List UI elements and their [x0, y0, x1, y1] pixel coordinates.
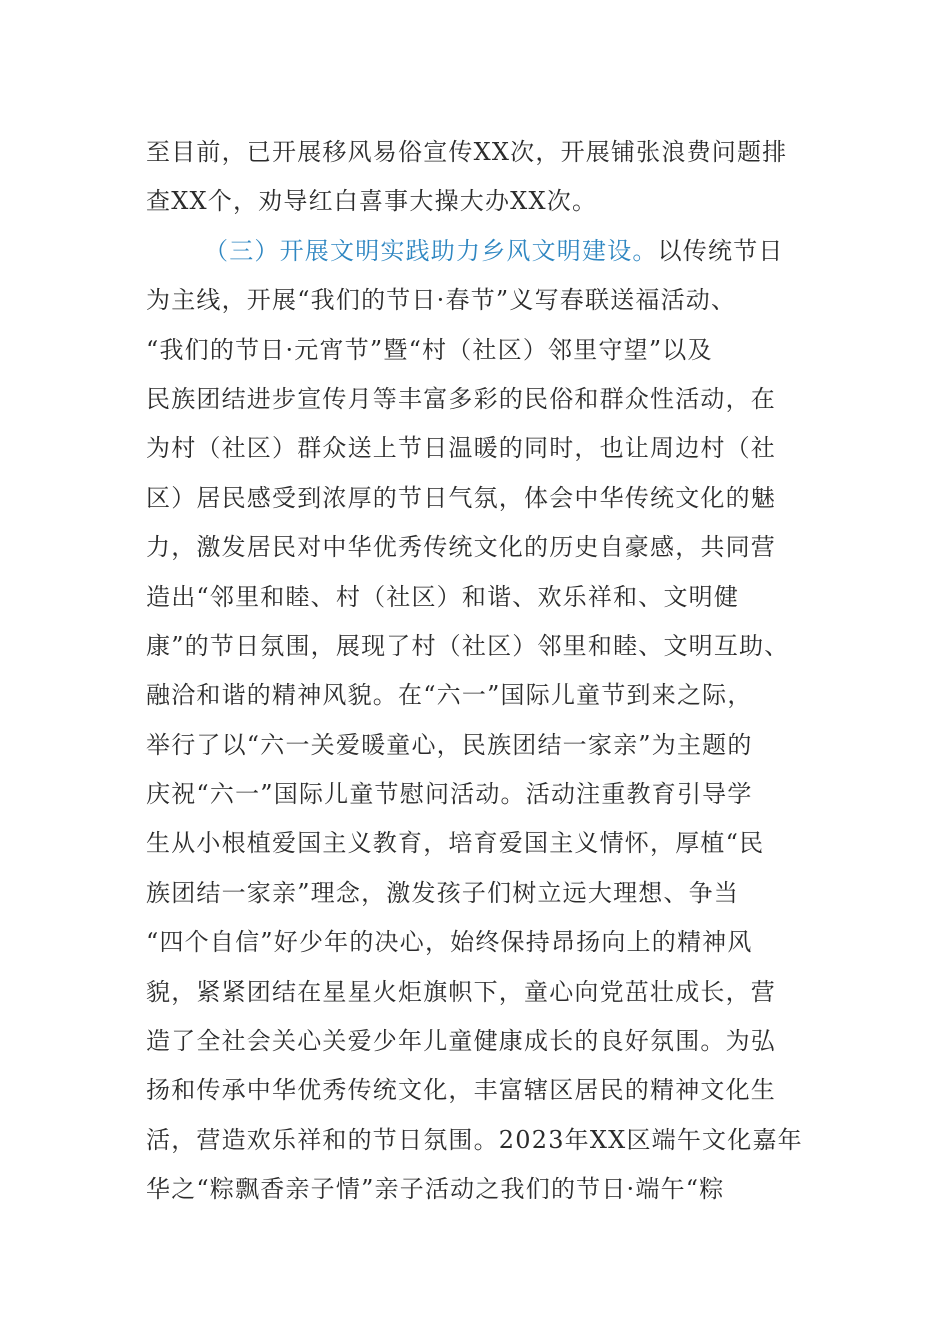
- text-line: 为村（社区）群众送上节日温暖的同时，也让周边村（社: [146, 434, 776, 463]
- text-line: 庆祝“六一”国际儿童节慰问活动。活动注重教育引导学: [146, 780, 753, 809]
- text-line: 生从小根植爱国主义教育，培育爱国主义情怀，厚植“民: [146, 829, 765, 858]
- text-line: 貌，紧紧团结在星星火炬旗帜下，童心向党茁壮成长，营: [146, 977, 776, 1006]
- text-line: 造出“邻里和睦、村（社区）和谐、欢乐祥和、文明健: [146, 582, 740, 611]
- text-line: 以传统节日: [657, 236, 784, 265]
- text-line: 至目前，已开展移风易俗宣传XX次，开展铺张浪费问题排: [146, 138, 788, 166]
- text-line: 华之“粽飘香亲子情”亲子活动之我们的节日·端午“粽: [146, 1175, 725, 1204]
- text-line: 族团结一家亲”理念，激发孩子们树立远大理想、争当: [146, 878, 740, 907]
- text-line: 为主线，开展“我们的节日·春节”义写春联送福活动、: [146, 286, 737, 315]
- body-text: [146, 128, 806, 1215]
- text-line: 康”的节日氛围，展现了村（社区）邻里和睦、文明互助、: [146, 631, 790, 660]
- text-line: 活，营造欢乐祥和的节日氛围。2023年XX区端午文化嘉年: [146, 1125, 803, 1154]
- text-line: 造了全社会关心关爱少年儿童健康成长的良好氛围。为弘: [146, 1027, 776, 1056]
- section-heading: （三）开展文明实践助力乡风文明建设。: [204, 236, 658, 265]
- section-paragraph-start: [146, 227, 806, 276]
- text-line: 区）居民感受到浓厚的节日气氛，体会中华传统文化的魅: [146, 483, 776, 512]
- text-line: 扬和传承中华优秀传统文化，丰富辖区居民的精神文化生: [146, 1076, 776, 1105]
- text-line: 民族团结进步宣传月等丰富多彩的民俗和群众性活动，在: [146, 384, 776, 413]
- text-line: 查XX个，劝导红白喜事大操大办XX次。: [146, 187, 598, 216]
- text-line: 举行了以“六一关爱暖童心，民族团结一家亲”为主题的: [146, 730, 753, 759]
- text-line: 融洽和谐的精神风貌。在“六一”国际儿童节到来之际，: [146, 681, 753, 710]
- text-line: “四个自信”好少年的决心，始终保持昂扬向上的精神风: [146, 928, 753, 957]
- text-line: “我们的节日·元宵节”暨“村（社区）邻里守望”以及: [146, 335, 713, 364]
- text-line: 力，激发居民对中华优秀传统文化的历史自豪感，共同营: [146, 533, 776, 562]
